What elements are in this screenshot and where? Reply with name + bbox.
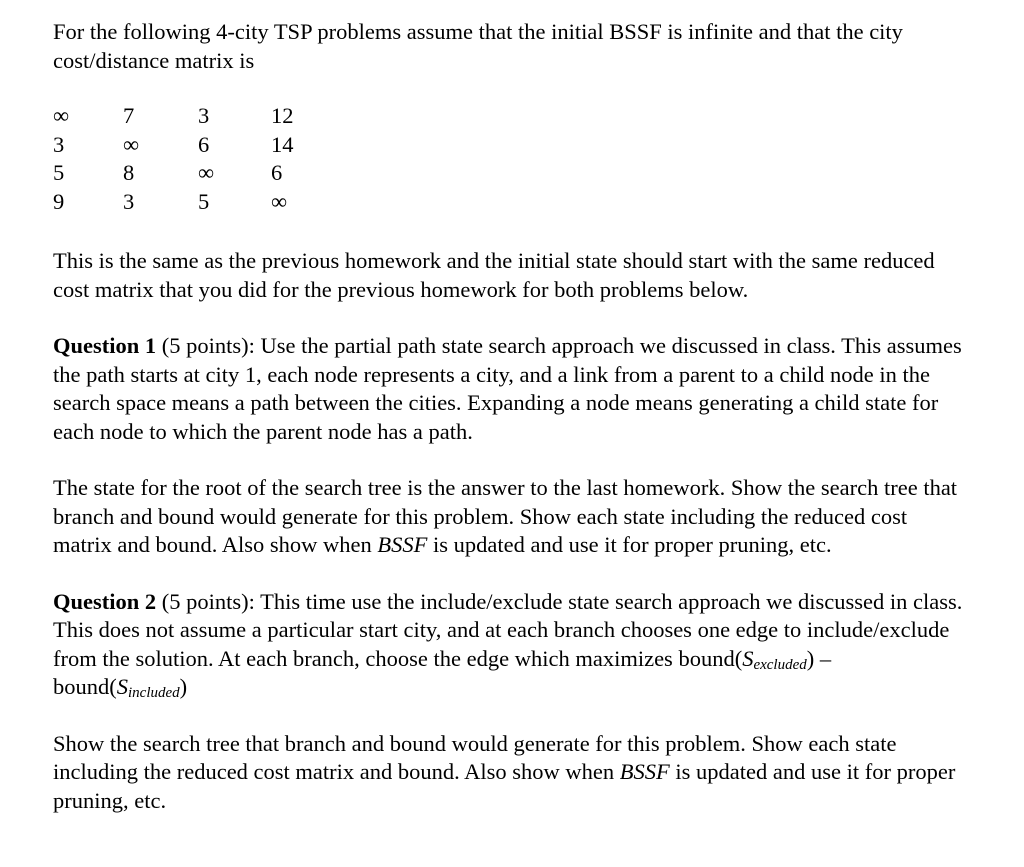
bound-difference-mid: ) – bound( xyxy=(53,645,832,699)
matrix-cell: 14 xyxy=(271,131,294,157)
question-1-text: (5 points): Use the partial path state search approach we discussed in class. This assumes the path starts at city 1, each node represents a city, and a link from a parent to a child node in the search space means a path between the cities. Expanding a node means generating a child state for each node to which the parent node has a path. xyxy=(53,333,962,444)
matrix-row xyxy=(53,188,963,217)
question-1-paragraph xyxy=(53,332,963,446)
matrix-cell: 5 xyxy=(53,160,65,185)
matrix-cell: ∞ xyxy=(198,160,215,185)
question-1-instructions xyxy=(53,474,963,560)
bssf-term: BSSF xyxy=(377,532,428,557)
matrix-row xyxy=(53,102,963,131)
matrix-cell: 7 xyxy=(123,103,135,128)
s-excluded-symbol: S xyxy=(742,645,754,671)
s-excluded-subscript: excluded xyxy=(753,656,807,673)
question-2-label: Question 2 xyxy=(53,588,157,614)
matrix-cell: 3 xyxy=(198,103,210,128)
s-included-subscript: included xyxy=(128,685,180,701)
matrix-cell: ∞ xyxy=(123,131,140,157)
bssf-term: BSSF xyxy=(619,759,670,784)
question-1-instructions-end: is updated and use it for proper pruning, etc. xyxy=(427,532,832,557)
question-2-instructions xyxy=(53,730,963,816)
same-as-previous-paragraph: This is the same as the previous homework and the initial state should start with the same reduced cost matrix that you did for the previous homework for both problems below. xyxy=(53,248,935,302)
matrix-cell: 8 xyxy=(123,160,135,185)
question-2-instructions-text: Show the search tree that branch and bound would generate for this problem. Show each state including the reduced cost matrix and bound. Also show when xyxy=(53,730,897,784)
question-1-label: Question 1 xyxy=(53,333,157,358)
matrix-cell: ∞ xyxy=(271,188,288,214)
matrix-cell: 3 xyxy=(123,188,135,214)
matrix-cell: 3 xyxy=(53,131,65,157)
question-2-instructions-end: is updated and use it for proper pruning, etc. xyxy=(53,759,956,813)
matrix-cell: 6 xyxy=(198,131,210,157)
question-2-paragraph xyxy=(53,588,963,702)
question-2-text: (5 points): This time use the include/exclude state search approach we discussed in class. This does not assume a particular start city, and at each branch chooses one edge to include/exclude from the solution. At each branch, choose the edge which maximizes bound( xyxy=(53,588,963,671)
matrix-cell: 12 xyxy=(271,103,294,128)
question-1-instructions-text: The state for the root of the search tree is the answer to the last homework. Show the search tree that branch and bound would generate for this problem. Show each state including the reduced cost matrix and bound. Also show when xyxy=(53,475,958,557)
bound-difference-end: ) xyxy=(179,674,188,699)
matrix-row xyxy=(53,159,963,188)
matrix-cell: 9 xyxy=(53,188,65,214)
matrix-row xyxy=(53,131,963,160)
matrix-cell: 5 xyxy=(198,188,210,214)
intro-paragraph: For the following 4-city TSP problems assume that the initial BSSF is infinite and that the city cost/distance matrix is xyxy=(53,19,903,73)
document-page xyxy=(53,18,963,815)
s-included-symbol: S xyxy=(116,674,128,699)
cost-matrix xyxy=(53,102,963,217)
matrix-cell: 6 xyxy=(271,160,283,185)
matrix-cell: ∞ xyxy=(53,103,70,128)
